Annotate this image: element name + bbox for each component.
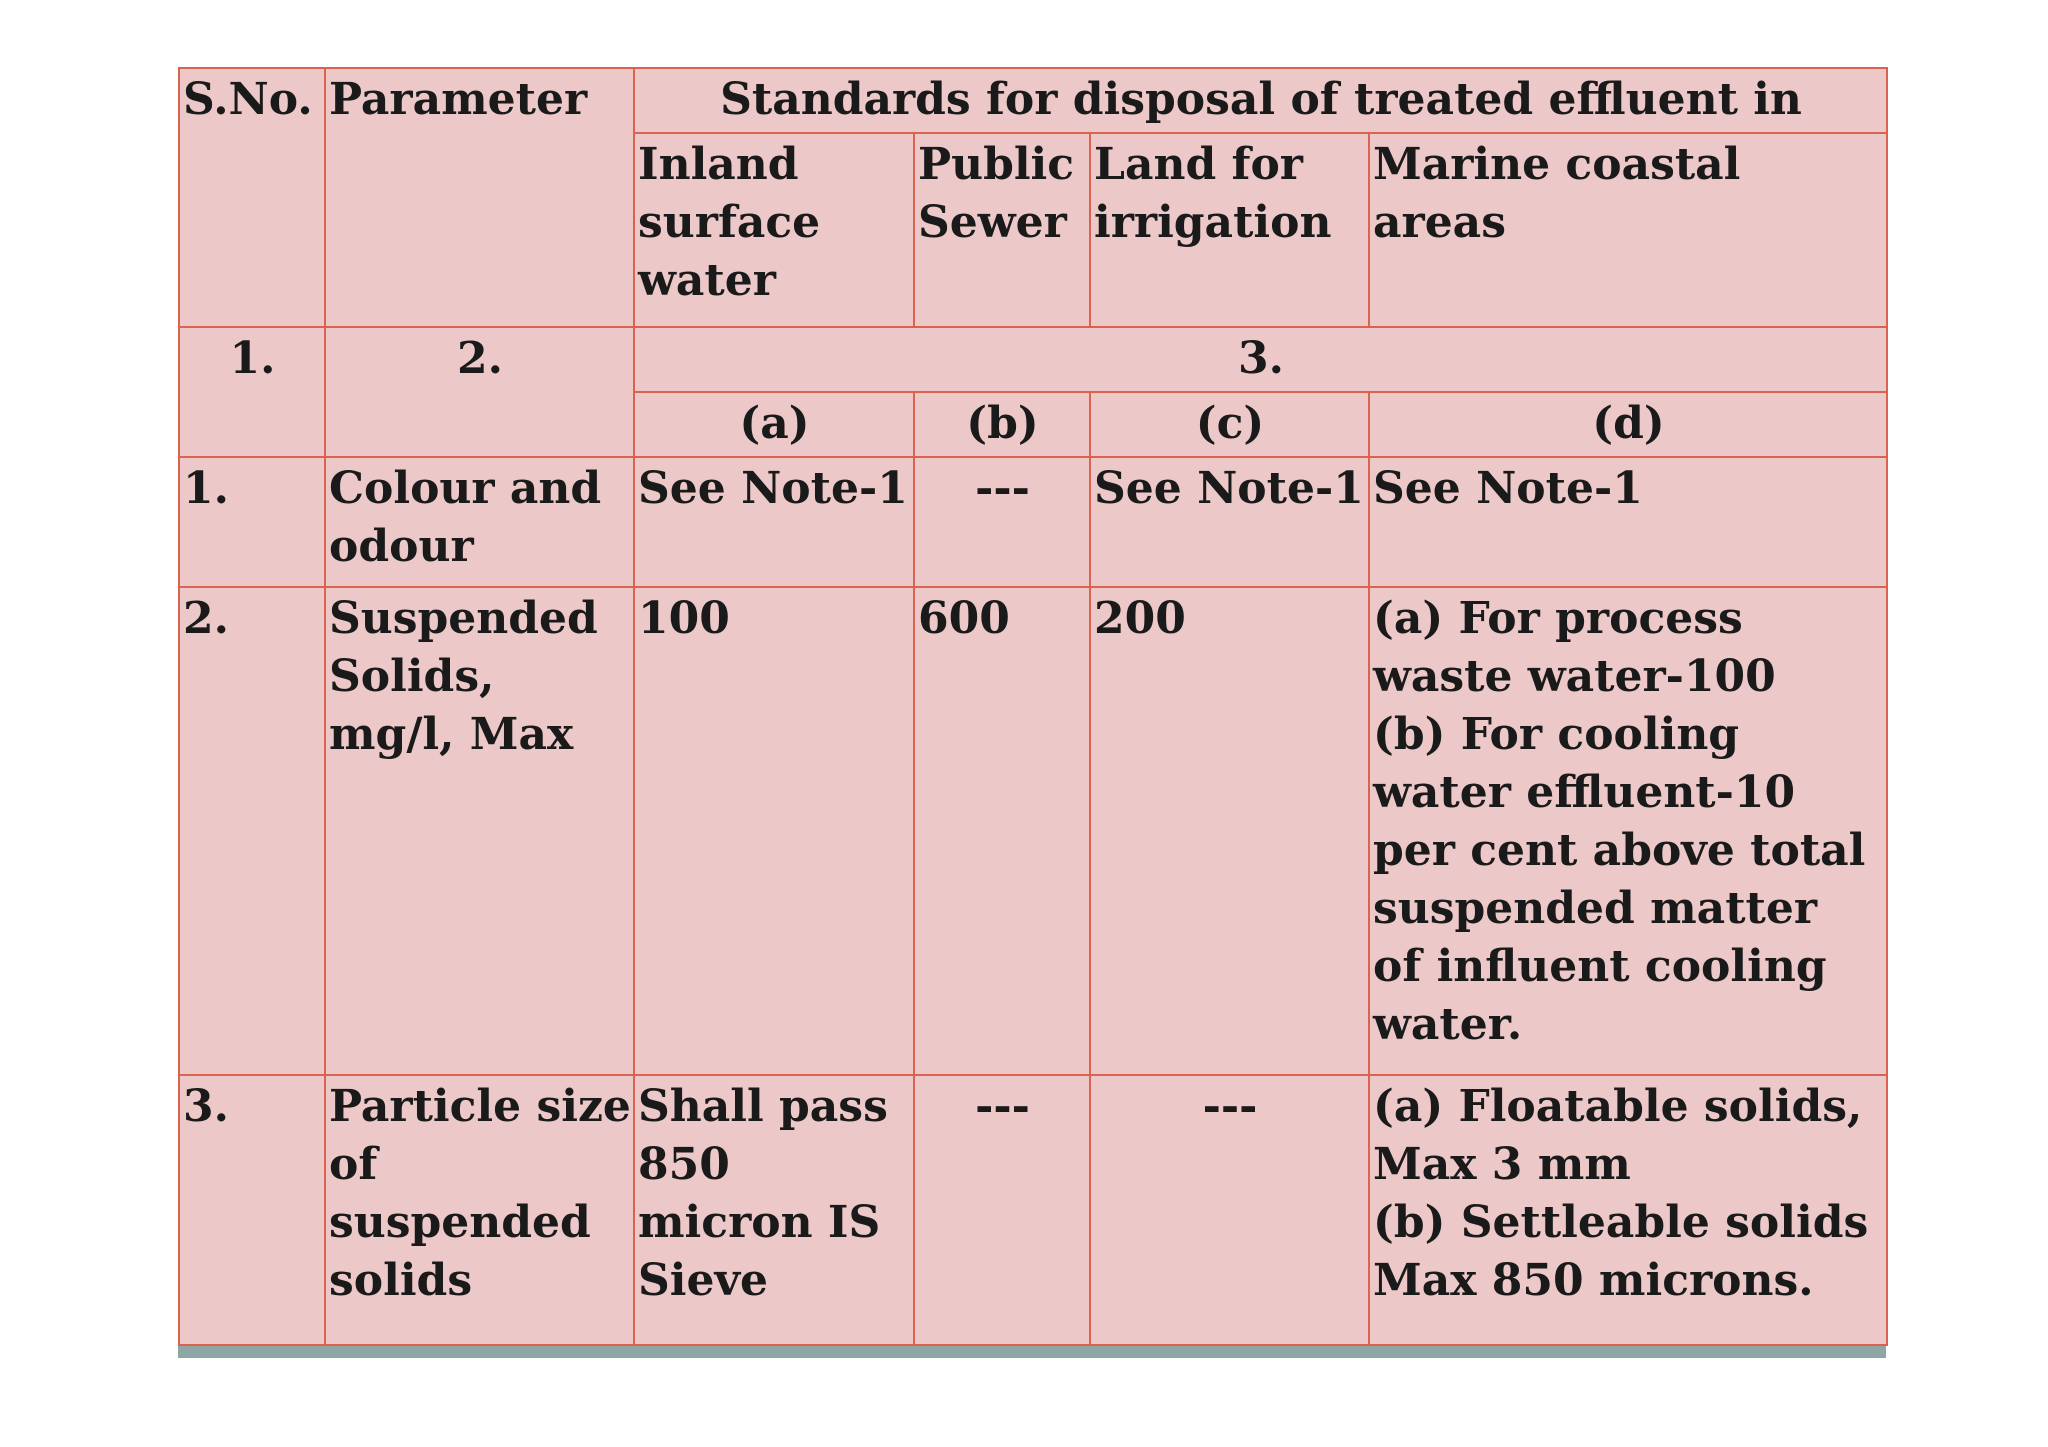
row-marine-value [1369,457,1887,587]
number-col-1 [179,327,325,457]
row-land-value [1090,457,1369,587]
row-sewer-line: 600 [918,593,1010,644]
row-marine-line: Max 850 microns. [1373,1255,1814,1306]
number-col-3 [634,327,1887,392]
sub-number-b [914,392,1090,457]
row-marine-line: per cent above total [1373,825,1866,876]
row-marine-line: Max 3 mm [1373,1139,1631,1190]
header-sewer-line: Public [918,139,1075,190]
row-parameter-line: suspended [329,1197,591,1248]
row-inland-value [634,457,914,587]
row-inland-value [634,1075,914,1345]
number-col-1-text: 1. [229,333,276,384]
row-parameter [325,457,634,587]
number-col-2-text: 2. [457,333,503,384]
header-land-line: Land for [1094,139,1303,190]
row-land-line: 200 [1094,593,1186,644]
header-land-line: irrigation [1094,197,1332,248]
row-land-line: --- [1202,1081,1258,1132]
row-inland-line: 100 [638,593,730,644]
row-marine-line: suspended matter [1373,883,1818,934]
row-marine-line: waste water-100 [1373,651,1776,702]
row-land-value [1090,1075,1369,1345]
row-sewer-value [914,587,1090,1075]
row-parameter [325,1075,634,1345]
sub-number-a [634,392,914,457]
row-sewer-value [914,457,1090,587]
row-sno [179,457,325,587]
row-parameter-line: of [329,1139,378,1190]
row-land-line: See Note-1 [1094,463,1364,514]
row-parameter-line: solids [329,1255,473,1306]
row-sewer-value [914,1075,1090,1345]
header-sewer-line: Sewer [918,197,1067,248]
row-marine-line: See Note-1 [1373,463,1643,514]
row-parameter-line: Particle size [329,1081,631,1132]
sub-number-c [1090,392,1369,457]
row-marine-value [1369,587,1887,1075]
number-col-2 [325,327,634,457]
row-inland-line: 850 [638,1139,730,1190]
header-inland-line: Inland [638,139,799,190]
effluent-standards-table [178,67,1888,1346]
row-parameter-line: Solids, [329,651,495,702]
row-inland-line: Shall pass [638,1081,888,1132]
header-land-irrigation [1090,133,1369,327]
header-inland-line: water [638,255,776,306]
header-row-1 [179,68,1887,133]
row-land-value [1090,587,1369,1075]
row-marine-line: (a) Floatable solids, [1373,1081,1863,1132]
row-inland-line: micron IS [638,1197,881,1248]
row-marine-value [1369,1075,1887,1345]
header-parameter [325,68,634,327]
row-parameter-line: Suspended [329,593,598,644]
header-inland-surface-water [634,133,914,327]
header-marine-coastal [1369,133,1887,327]
row-sno [179,1075,325,1345]
header-sno-text: S.No. [183,74,313,125]
number-col-3-text: 3. [1238,333,1284,384]
effluent-standards-table-wrap [178,67,1886,1358]
sub-number-a-text: (a) [739,398,810,449]
row-marine-line: (b) For cooling [1373,709,1740,760]
header-marine-line: Marine coastal [1373,139,1741,190]
row-marine-line: of influent cooling [1373,941,1827,992]
header-sno [179,68,325,327]
table-row [179,457,1887,587]
row-inland-line: See Note-1 [638,463,908,514]
row-parameter-line: odour [329,521,474,572]
header-inland-line: surface [638,197,821,248]
row-parameter-line: Colour and [329,463,602,514]
header-standards-title [634,68,1887,133]
table-bottom-shadow [178,1346,1886,1358]
sub-number-d [1369,392,1887,457]
row-marine-line: water effluent-10 [1373,767,1796,818]
row-parameter [325,587,634,1075]
row-sewer-line: --- [975,463,1030,514]
header-marine-line: areas [1373,197,1506,248]
row-parameter-line: mg/l, Max [329,709,574,760]
row-inland-line: Sieve [638,1255,769,1306]
row-sno-text: 1. [183,463,229,514]
sub-number-d-text: (d) [1592,398,1665,449]
table-row [179,1075,1887,1345]
header-parameter-text: Parameter [329,74,588,125]
header-standards-title-text: Standards for disposal of treated effluent in [720,74,1802,125]
row-sno-text: 2. [183,593,229,644]
row-sno [179,587,325,1075]
table-row [179,587,1887,1075]
row-marine-line: water. [1373,999,1523,1050]
row-sewer-line: --- [975,1081,1030,1132]
row-sno-text: 3. [183,1081,229,1132]
header-public-sewer [914,133,1090,327]
row-inland-value [634,587,914,1075]
sub-number-b-text: (b) [966,398,1039,449]
row-marine-line: (b) Settleable solids [1373,1197,1869,1248]
sub-number-c-text: (c) [1195,398,1265,449]
row-marine-line: (a) For process [1373,593,1743,644]
numbering-row-1 [179,327,1887,392]
